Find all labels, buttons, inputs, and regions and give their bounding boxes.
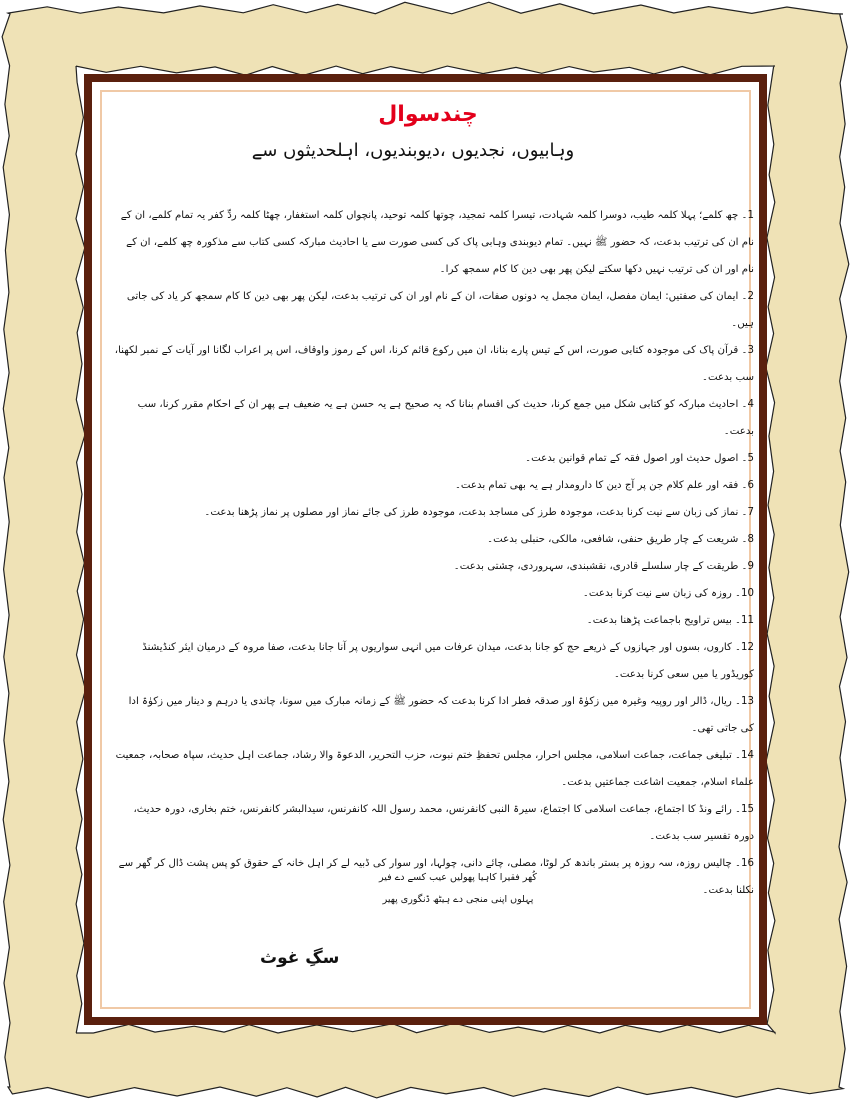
question-item: 10۔ روزہ کی زبان سے نیت کرنا بدعت۔ [582, 588, 754, 599]
question-item: 4۔ احادیث مبارکہ کو کتابی شکل میں جمع کرنا، حدیث کی اقسام بنانا کہ یہ صحیح ہے یہ حسن ہے یہ ضعیف ہے پھر ان کے احکام مقرر کرنا، سب بدعت۔ [137, 399, 754, 437]
question-item: 16۔ چالیس روزہ، سہ روزہ پر بستر باندھ کر لوٹا، مصلی، چائے دانی، چولہا، اور سوار کی ڈبیہ لے کر اہل خانہ کے حقوق کو پس پشت ڈال کر گھر سے نکلنا بدعت۔ [118, 858, 754, 896]
poem-couplet [102, 867, 754, 911]
question-item: 1۔ چھ کلمے؛ پہلا کلمہ طیب، دوسرا کلمہ شہادت، تیسرا کلمہ تمجید، چوتھا کلمہ توحید، پانچواں کلمہ استغفار، چھٹا کلمہ ردِّ کفر یہ تمام کلمے، ان کے نام ان کی ترتیب بدعت، کہ حضور ﷺ نہیں۔ تمام دیوبندی وہابی پاک کی کسی صورت سے یا احادیث مبارکہ کسی کتاب سے مذکورہ چھ کلمے، ان کے نام اور ان کی ترتیب نہیں دکھا سکتے لیکن پھر بھی دین کا کام سمجھ کرا۔ [120, 210, 754, 275]
document-title: چندسوال [378, 102, 478, 127]
question-item: 14۔ تبلیغی جماعت، جماعت اسلامی، مجلس احرار، مجلس تحفظِ ختم نبوت، حزب التحریر، الدعوۃ والا رشاد، جماعت اہل حدیث، سپاہ صحابہ، جمعیت علماء اسلام، جمعیت اشاعت جماعتیں بدعت۔ [115, 750, 754, 788]
question-item: 12۔ کاروں، بسوں اور جہازوں کے ذریعے حج کو جانا بدعت، میدان عرفات میں انہی سواریوں پر آنا جانا بدعت، صفا مروہ کے درمیان ایئر کنڈیشنڈ کوریڈور یا میں سعی کرنا بدعت۔ [142, 642, 754, 680]
question-item: 8۔ شریعت کے چار طریق حنفی، شافعی، مالکی، حنبلی بدعت۔ [487, 534, 754, 545]
signature: سگِ غوث [260, 948, 340, 968]
question-item: 6۔ فقہ اور علم کلام جن پر آج دین کا دارومدار ہے یہ بھی تمام بدعت۔ [454, 480, 754, 491]
question-list [114, 202, 754, 904]
question-item: 7۔ نماز کی زبان سے نیت کرنا بدعت، موجودہ طرز کی مساجد بدعت، موجودہ طرز کی جائے نماز اور مصلوں پر نماز پڑھنا بدعت۔ [204, 507, 754, 518]
question-item: 2۔ ایمان کی صفتیں: ایمان مفصل، ایمان مجمل یہ دونوں صفات، ان کے نام اور ان کی ترتیب بدعت، لیکن پھر بھی دین کا کام سمجھ کر یاد کی جاتی ہیں۔ [126, 291, 754, 329]
document-subtitle: وہابیوں، نجدیوں ،دیوبندیوں، اہلحدیثوں سے [251, 140, 575, 161]
poem-line: کُھر فقیرا کاہیا پھولیں عیب کسے دے فیر [379, 872, 537, 883]
question-item: 9۔ طریقت کے چار سلسلے قادری، نقشبندی، سہروردی، چشتی بدعت۔ [453, 561, 754, 572]
question-item: 11۔ بیس تراویح باجماعت پڑھنا بدعت۔ [586, 615, 754, 626]
poem-line: پہلوں اپنی منجی دے ہیٹھ ڈنگوری پھیر [382, 894, 534, 905]
question-item: 15۔ رائے ونڈ کا اجتماع، جماعت اسلامی کا اجتماع، سیرۃ النبی کانفرنس، محمد رسول اللہ کانفرنس، سیدالبشر کانفرنس، ختم بخاری، دورہ حدیث، دورہ تفسیر سب بدعت۔ [133, 804, 754, 842]
document-content [102, 92, 754, 1012]
question-item: 5۔ اصول حدیث اور اصول فقہ کے تمام قوانین بدعت۔ [525, 453, 754, 464]
question-item: 3۔ قرآن پاک کی موجودہ کتابی صورت، اس کے تیس پارے بنانا، ان میں رکوع قائم کرنا، اس کے رموز واوقاف، اس پر اعراب لگانا اور آیات کے نمبر لکھنا، سب بدعت۔ [114, 345, 754, 383]
question-item: 13۔ ریال، ڈالر اور روپیہ وغیرہ میں زکوٰۃ اور صدقہ فطر ادا کرنا بدعت کہ حضور ﷺ کے زمانہ مبارک میں سونا، چاندی یا درہم و دینار میں زکوٰۃ ادا کی جاتی تھی۔ [128, 696, 754, 734]
